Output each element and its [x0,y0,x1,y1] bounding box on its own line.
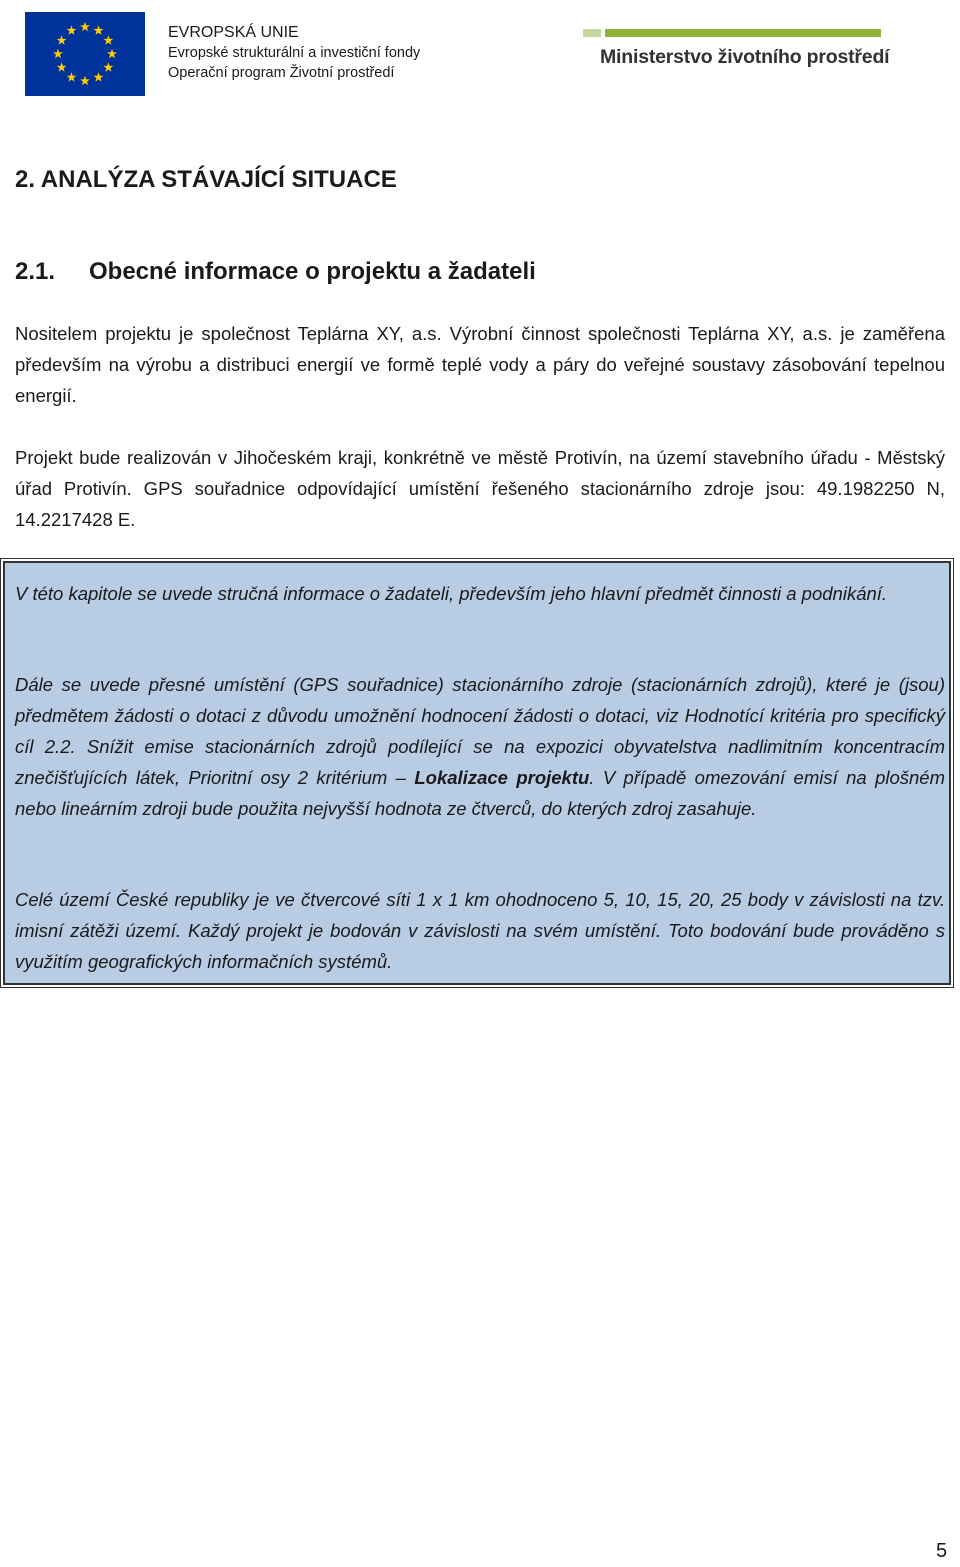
eu-logo-line2: Evropské strukturální a investiční fondy [168,45,421,61]
eu-star-icon [57,62,67,71]
eu-logo-line3: Operační program Životní prostředí [168,65,395,81]
eu-star-icon [103,62,113,71]
ministry-bar-segment [583,29,601,37]
page-number: 5 [936,1540,948,1562]
instruction-paragraph-2-bold: Lokalizace projektu [414,767,590,788]
eu-star-icon [67,25,77,34]
eu-star-icon [107,49,117,58]
page-header [0,0,960,110]
ministry-logo-name: Ministerstvo životního prostředí [600,46,890,68]
eu-logo-text [168,23,420,83]
instruction-paragraph-2 [15,669,945,824]
eu-star-icon [67,72,77,81]
instruction-paragraph-3: Celé území České republiky je ve čtvercové síti 1 x 1 km ohodnoceno 5, 10, 15, 20, 25 body v závislosti na tzv. imisní zátěži území. Každý projekt je bodován v závislosti na svém umístění. Toto bodování bude prováděno s využitím geografických informačních systémů. [15,889,945,972]
ministry-logo-bar [583,29,881,37]
eu-flag-icon [25,12,145,96]
instruction-paragraph-1: V této kapitole se uvede stručná informace o žadateli, především jeho hlavní předmět činnosti a podnikání. [15,583,888,604]
instruction-paragraph-2-start: Dále se uvede přesné umístění (GPS souřadnice) stacionárního zdroje (stacionárních zdrojů), které je (jsou) předmětem žádosti o dotaci z důvodu umožnění hodnocení žádosti o dotaci, viz Hodnotící kritéria pro specifický cíl 2.2. Snížit emise stacionárních zdrojů podílející se na expozici obyvatelstva nadlimitním koncentracím znečišťujících látek, Prioritní osy 2 kritérium – [15,674,945,788]
subsection-title [15,258,536,286]
subsection-number: 2.1. [15,258,56,285]
eu-star-icon [80,22,90,31]
section-title: 2. ANALÝZA STÁVAJÍCÍ SITUACE [15,166,397,193]
subsection-title-text: Obecné informace o projektu a žadateli [89,258,536,285]
eu-star-icon [53,49,63,58]
eu-star-icon [57,35,67,44]
ministry-bar-segment [605,29,881,37]
paragraph-location: Projekt bude realizován v Jihočeském kraji, konkrétně ve městě Protivín, na území stavebního úřadu - Městský úřad Protivín. GPS souřadnice odpovídající umístění řešeného stacionárního zdroje jsou: 49.1982250 N, 14.2217428 E. [15,447,945,530]
eu-star-icon [80,76,90,85]
eu-star-icon [94,25,104,34]
instruction-paragraph-2-end: . V případě omezování emisí na plošném nebo lineárním zdroji bude použita nejvyšší hodnota ze čtverců, do kterých zdroj zasahuje. [15,767,945,819]
paragraph-applicant: Nositelem projektu je společnost Teplárna XY, a.s. Výrobní činnost společnosti Teplárna XY, a.s. je zaměřena především na výrobu a distribuci energií ve formě teplé vody a páry do veřejné soustavy zásobování tepelnou energií. [15,323,945,406]
eu-logo-line1: EVROPSKÁ UNIE [168,24,299,41]
eu-star-icon [94,72,104,81]
eu-star-icon [103,35,113,44]
